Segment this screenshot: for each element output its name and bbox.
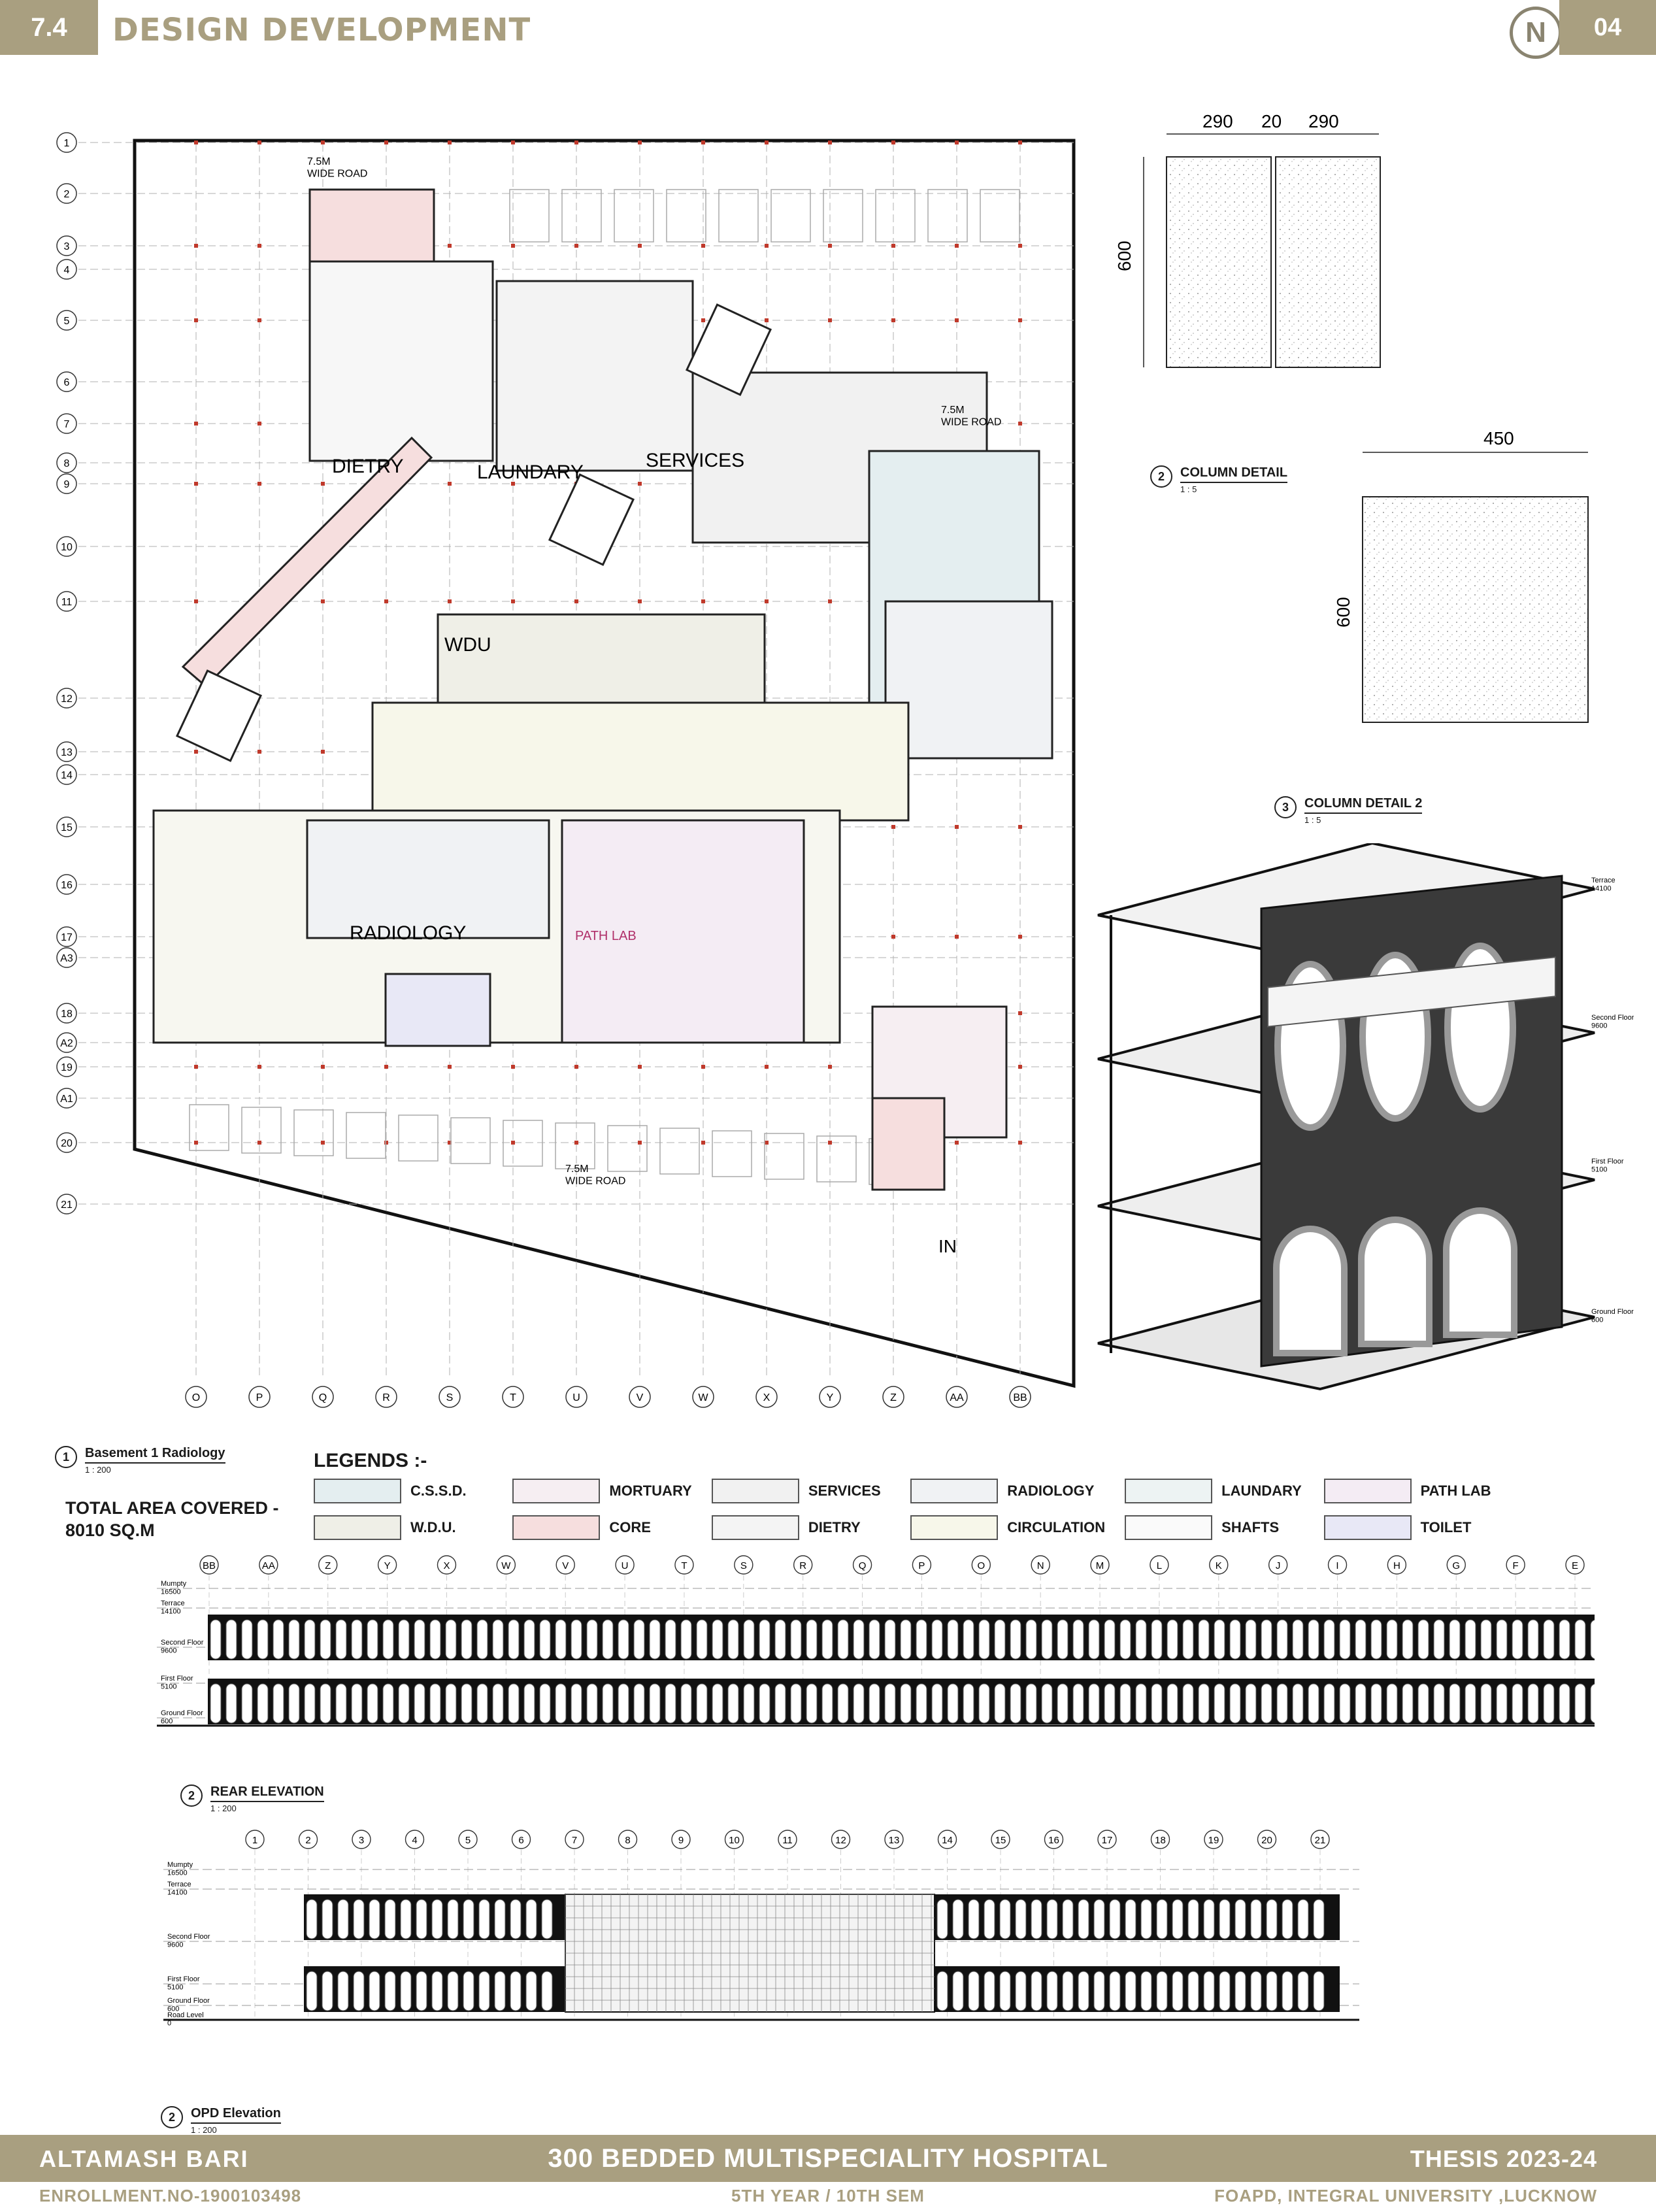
entry-label: IN	[938, 1236, 957, 1256]
legend-label: RADIOLOGY	[1007, 1483, 1095, 1499]
view-scale: 1 : 200	[191, 2125, 217, 2135]
elevation-grid-label: 17	[1101, 1835, 1113, 1846]
elevation-grid-label: T	[681, 1560, 687, 1571]
elevation-grid-label: 2	[305, 1835, 311, 1846]
institution: FOAPD, INTEGRAL UNIVERSITY ,LUCKNOW	[1214, 2186, 1597, 2205]
radiology-block	[307, 820, 549, 938]
elevation-grid-label: 20	[1261, 1835, 1272, 1846]
elevation-grid-label: S	[740, 1560, 747, 1571]
basement-floor-plan	[52, 118, 1098, 1412]
view-number: 3	[1274, 796, 1297, 818]
legend-label: CORE	[609, 1519, 651, 1535]
elevation-grid-label: Z	[325, 1560, 331, 1571]
enrollment: ENROLLMENT.NO-1900103498	[39, 2186, 302, 2205]
laundary-block	[497, 281, 693, 471]
road-label-bottom: 7.5M WIDE ROAD	[565, 1164, 626, 1187]
grid-label-row: A1	[60, 1094, 73, 1105]
section-title: DESIGN DEVELOPMENT	[112, 12, 531, 48]
elevation-grid-label: 16	[1048, 1835, 1059, 1846]
north-arrow-icon	[1510, 7, 1562, 59]
grid-label-row: 2	[63, 189, 70, 200]
core-block-south	[872, 1098, 944, 1190]
view-number: 1	[55, 1446, 77, 1468]
view-name: COLUMN DETAIL	[1180, 465, 1287, 483]
elevation-grid-label: R	[799, 1560, 807, 1571]
dim-600: 600	[1114, 241, 1134, 271]
elevation-grid-label: L	[1156, 1560, 1163, 1571]
core-block-north	[310, 190, 434, 261]
elevation-grid-label: 13	[888, 1835, 900, 1846]
grid-label-col: P	[256, 1392, 263, 1403]
dim-20: 20	[1261, 111, 1282, 131]
legend-swatch	[1125, 1479, 1212, 1503]
legend-swatch	[712, 1479, 799, 1503]
zone-label-services: SERVICES	[646, 450, 745, 471]
elevation-grid-label: P	[918, 1560, 925, 1571]
semester: 5TH YEAR / 10TH SEM	[731, 2186, 925, 2205]
level-first: First Floor 5100	[1591, 1158, 1624, 1174]
legend-item	[1324, 1479, 1503, 1503]
legend-swatch	[314, 1479, 401, 1503]
grid-label-row: 8	[63, 458, 70, 469]
legend-label: TOILET	[1420, 1519, 1472, 1535]
elevation-grid-label: 10	[729, 1835, 740, 1846]
elevation-grid-label: X	[443, 1560, 450, 1571]
elevation-grid-label: 3	[358, 1835, 365, 1846]
grid-label-row: 12	[61, 694, 73, 705]
legend-label: PATH LAB	[1420, 1483, 1491, 1499]
elevation-level: Road Level 0	[167, 2011, 204, 2028]
zone-label-laundary: LAUNDARY	[477, 461, 584, 483]
elevation-level: Terrace 14100	[167, 1881, 191, 1897]
grid-label-col: S	[446, 1392, 454, 1403]
grid-label-col: W	[698, 1392, 708, 1403]
grid-label-row: 5	[63, 316, 70, 327]
elevation-grid-label: 8	[625, 1835, 631, 1846]
grid-label-row: 20	[61, 1138, 73, 1149]
grid-label-col: R	[382, 1392, 390, 1403]
dim-450: 450	[1483, 428, 1514, 448]
elevation-grid-label: J	[1275, 1560, 1281, 1571]
elevation-grid-label: BB	[202, 1560, 216, 1571]
grid-label-row: 15	[61, 822, 73, 833]
wdu-block	[438, 614, 765, 706]
grid-label-row: 17	[61, 932, 73, 943]
grid-label-col: Q	[318, 1392, 327, 1403]
column-detail-2-title	[1274, 796, 1422, 825]
view-scale: 1 : 200	[85, 1465, 111, 1475]
view-name: OPD Elevation	[191, 2106, 281, 2124]
road-label-top: 7.5M WIDE ROAD	[307, 156, 368, 180]
elevation-grid-label: 6	[518, 1835, 524, 1846]
grid-label-row: 10	[61, 542, 73, 553]
legend-item	[1324, 1515, 1503, 1540]
legend-item	[512, 1479, 691, 1503]
grid-label-col: BB	[1013, 1392, 1027, 1403]
elevation-grid-label: E	[1571, 1560, 1579, 1571]
total-area	[65, 1497, 279, 1541]
grid-label-row: A2	[60, 1038, 73, 1049]
road-label-right: 7.5M WIDE ROAD	[941, 405, 1002, 428]
dim-600-2: 600	[1333, 597, 1353, 628]
elevation-grid-label: U	[621, 1560, 629, 1571]
elevation-level: First Floor 5100	[161, 1675, 193, 1691]
grid-label-row: 16	[61, 880, 73, 891]
elevation-level: Terrace 14100	[161, 1600, 185, 1616]
elevation-grid-label: 14	[942, 1835, 953, 1846]
north-letter: N	[1525, 16, 1546, 48]
elevation-grid-label: W	[501, 1560, 511, 1571]
elevation-level: Second Floor 9600	[161, 1639, 204, 1655]
facade-3d-section	[1085, 843, 1634, 1412]
legend-label: SHAFTS	[1221, 1519, 1280, 1535]
level-second: Second Floor 9600	[1591, 1014, 1634, 1030]
elevation-grid-label: 4	[412, 1835, 418, 1846]
grid-label-row: 7	[63, 419, 70, 430]
level-ground: Ground Floor 600	[1591, 1308, 1634, 1324]
elevation-level: Ground Floor 600	[167, 1997, 210, 2013]
elevation-grid-label: N	[1036, 1560, 1044, 1571]
zone-label-dietry: DIETRY	[332, 456, 404, 477]
legend-swatch	[512, 1479, 600, 1503]
legend-item	[1125, 1479, 1304, 1503]
view-name: REAR ELEVATION	[210, 1785, 324, 1802]
legend-label: MORTUARY	[609, 1483, 692, 1499]
zone-label-radiology: RADIOLOGY	[350, 922, 467, 944]
elevation-grid-label: I	[1336, 1560, 1339, 1571]
view-name: Basement 1 Radiology	[85, 1446, 225, 1464]
elevation-grid-label: M	[1095, 1560, 1104, 1571]
grid-label-col: Z	[890, 1392, 897, 1403]
elevation-grid-label: 9	[678, 1835, 684, 1846]
legend-swatch	[1125, 1515, 1212, 1540]
grid-label-row: 14	[61, 770, 73, 781]
rear-elevation	[157, 1549, 1595, 1758]
legend-label: SERVICES	[808, 1483, 881, 1499]
grid-label-col: AA	[950, 1392, 964, 1403]
elevation-grid-label: 5	[465, 1835, 471, 1846]
legend-item	[910, 1515, 1105, 1540]
grid-label-col: T	[510, 1392, 516, 1403]
grid-label-row: 6	[63, 377, 70, 388]
legend-swatch	[910, 1479, 998, 1503]
elevation-grid-label: Y	[384, 1560, 391, 1571]
elevation-level: Second Floor 9600	[167, 1933, 210, 1949]
legend-swatch	[512, 1515, 600, 1540]
legend-item	[910, 1479, 1105, 1503]
grid-label-row: 1	[63, 138, 70, 149]
grid-label-row: 11	[61, 597, 73, 608]
elevation-grid-label: 21	[1314, 1835, 1326, 1846]
elevation-grid-label: 19	[1208, 1835, 1219, 1846]
elevation-grid-label: K	[1215, 1560, 1222, 1571]
circulation-block	[373, 703, 908, 820]
toilet-block	[386, 974, 490, 1046]
elevation-grid-label: 11	[782, 1835, 793, 1846]
elevation-level: Mumpty 16500	[167, 1861, 193, 1877]
elevation-level: Ground Floor 600	[161, 1709, 203, 1726]
view-number: 2	[180, 1785, 203, 1807]
grid-label-row: 21	[61, 1199, 73, 1211]
legend-label: C.S.S.D.	[410, 1483, 467, 1499]
plan-title	[55, 1446, 225, 1475]
dietry-block	[310, 261, 493, 461]
elevation-grid-label: 12	[835, 1835, 846, 1846]
elevation-grid-label: 18	[1155, 1835, 1166, 1846]
legend-label: W.D.U.	[410, 1519, 456, 1535]
legend-title: LEGENDS :-	[314, 1450, 427, 1471]
elevation-grid-label: H	[1393, 1560, 1400, 1571]
thesis-year: THESIS 2023-24	[1410, 2145, 1597, 2172]
elevation-level: Mumpty 16500	[161, 1580, 187, 1596]
level-terrace: Terrace 14100	[1591, 877, 1615, 893]
legend-swatch	[1324, 1515, 1412, 1540]
elevation-grid-label: 7	[571, 1835, 578, 1846]
view-name: COLUMN DETAIL 2	[1304, 796, 1422, 814]
zone-label-path-lab: PATH LAB	[575, 929, 637, 943]
grid-label-row: 13	[61, 747, 73, 758]
grid-label-col: X	[763, 1392, 770, 1403]
total-area-line1: TOTAL AREA COVERED -	[65, 1498, 279, 1518]
zone-label-wdu: WDU	[444, 634, 491, 656]
dim-290-right: 290	[1308, 111, 1339, 131]
grid-label-col: V	[636, 1392, 644, 1403]
legend-item	[314, 1515, 493, 1540]
project-title: 300 BEDDED MULTISPECIALITY HOSPITAL	[548, 2144, 1108, 2173]
legend-item	[512, 1515, 691, 1540]
grid-label-row: 4	[63, 265, 70, 276]
legend	[314, 1479, 1503, 1540]
grid-label-row: 19	[61, 1062, 73, 1073]
column-detail-title	[1150, 465, 1287, 494]
grid-label-row: A3	[60, 953, 73, 964]
opd-elevation-title	[161, 2106, 281, 2135]
elevation-grid-label: 15	[995, 1835, 1006, 1846]
grid-label-col: Y	[826, 1392, 834, 1403]
view-scale: 1 : 5	[1180, 484, 1197, 494]
column-detail-2	[1327, 418, 1614, 726]
opd-elevation	[163, 1824, 1601, 2066]
view-scale: 1 : 200	[210, 1803, 237, 1813]
column-detail-1	[1104, 108, 1418, 409]
legend-label: DIETRY	[808, 1519, 861, 1535]
elevation-grid-label: AA	[261, 1560, 275, 1571]
legend-label: LAUNDARY	[1221, 1483, 1302, 1499]
cssd-lower-block	[886, 601, 1052, 758]
view-scale: 1 : 5	[1304, 815, 1321, 825]
elevation-grid-label: F	[1512, 1560, 1519, 1571]
view-number: 2	[1150, 465, 1172, 488]
elevation-grid-label: V	[562, 1560, 569, 1571]
elevation-grid-label: O	[977, 1560, 985, 1571]
grid-label-row: 3	[63, 241, 70, 252]
rear-elevation-title	[180, 1785, 324, 1813]
legend-swatch	[1324, 1479, 1412, 1503]
page-number: 04	[1559, 0, 1656, 55]
legend-item	[314, 1479, 493, 1503]
total-area-line2: 8010 SQ.M	[65, 1520, 155, 1540]
section-number: 7.4	[0, 0, 98, 55]
author: ALTAMASH BARI	[39, 2145, 249, 2172]
legend-item	[712, 1515, 891, 1540]
elevation-level: First Floor 5100	[167, 1975, 200, 1992]
dim-290-left: 290	[1202, 111, 1233, 131]
elevation-grid-label: G	[1452, 1560, 1461, 1571]
elevation-grid-label: Q	[858, 1560, 867, 1571]
grid-label-row: 9	[63, 479, 70, 490]
view-number: 2	[161, 2106, 183, 2128]
grid-label-col: U	[572, 1392, 580, 1403]
legend-swatch	[314, 1515, 401, 1540]
legend-item	[1125, 1515, 1304, 1540]
legend-swatch	[712, 1515, 799, 1540]
elevation-grid-label: 1	[252, 1835, 258, 1846]
legend-swatch	[910, 1515, 998, 1540]
legend-label: CIRCULATION	[1007, 1519, 1106, 1535]
grid-label-row: 18	[61, 1009, 73, 1020]
legend-item	[712, 1479, 891, 1503]
grid-label-col: O	[191, 1392, 201, 1403]
